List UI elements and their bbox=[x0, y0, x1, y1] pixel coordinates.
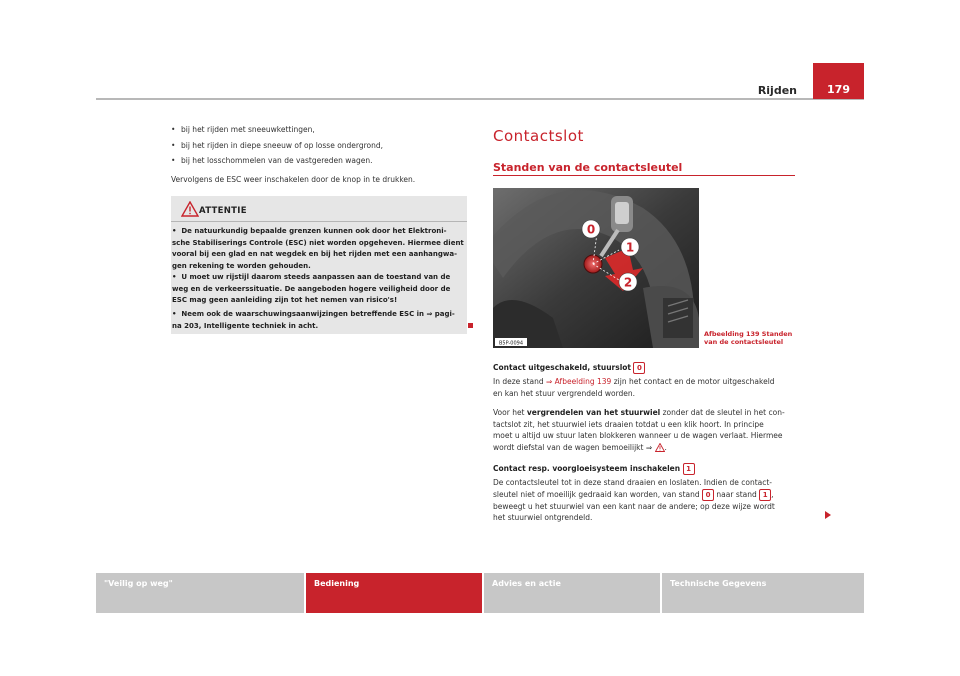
warning-paragraph-2: • U moet uw rijstijl daarom steeds aanpassen aan de toestand van de weg en de verkeerssituatie. De aangeboden hogere veiligheid door de ESC mag geen aanleiding zijn tot het nemen van risico's! bbox=[172, 273, 451, 304]
heading-contact-on: Contact resp. voorgloeisysteem inschakelen 1 bbox=[493, 463, 803, 475]
heading-contact-off: Contact uitgeschakeld, stuurslot 0 bbox=[493, 362, 803, 374]
figure-link[interactable]: ⇒ Afbeelding 139 bbox=[546, 377, 612, 386]
paragraph-steering-lock: Voor het vergrendelen van het stuurwiel zonder dat de sleutel in het con- tactslot zit, het stuurwiel iets draaien totdat u een klik hoort. In principe moet u altijd uw stuur laten blokkeren wanneer u de wagen verlaat. Hiermee wordt diefstal van de wagen bemoeilijkt ⇒ . bbox=[493, 408, 785, 452]
figure-caption: Afbeelding 139 Standen van de contactsleutel bbox=[704, 330, 793, 346]
position-2-label bbox=[619, 273, 637, 291]
continue-arrow-icon bbox=[824, 510, 832, 520]
svg-text:1: 1 bbox=[625, 240, 635, 255]
ignition-key-figure bbox=[493, 188, 699, 348]
position-1-badge: 1 bbox=[759, 489, 771, 501]
position-0-badge: 0 bbox=[702, 489, 714, 501]
svg-text:0: 0 bbox=[586, 222, 596, 237]
tab-veilig-op-weg[interactable]: "Veilig op weg" bbox=[96, 573, 304, 613]
section-title: Contactslot bbox=[493, 127, 584, 145]
warning-paragraph-1: • De natuurkundig bepaalde grenzen kunnen ook door het Elektroni- sche Stabiliserings Controle (ESC) niet worden opgeheven. Hiermee dient vooral bij een glad en nat wegdek en bij het rijden met een aanhangwa- gen rekening te worden gehouden. bbox=[172, 227, 464, 270]
warning-triangle-icon bbox=[181, 201, 199, 217]
warning-divider bbox=[171, 221, 467, 222]
position-1-label bbox=[621, 238, 639, 256]
subsection-rule bbox=[493, 175, 795, 176]
bullet-item: • bij het rijden met sneeuwkettingen, bbox=[171, 125, 315, 134]
position-0-badge: 0 bbox=[633, 362, 645, 374]
section-end-marker bbox=[468, 323, 473, 328]
header-rule bbox=[96, 98, 864, 100]
subsection-title: Standen van de contactsleutel bbox=[493, 161, 683, 174]
warning-title: ATTENTIE bbox=[199, 206, 247, 216]
figure-code: B5P-0094 bbox=[498, 340, 524, 347]
tab-bediening[interactable]: Bediening bbox=[306, 573, 482, 613]
position-1-badge: 1 bbox=[683, 463, 695, 475]
page-number: 179 bbox=[827, 83, 850, 96]
svg-text:2: 2 bbox=[623, 275, 633, 290]
paragraph-position-1: De contactsleutel tot in deze stand draaien en loslaten. Indien de contact- sleutel niet of moeilijk gedraaid kan worden, van stand 0 naar stand 1 , beweegt u het stuurwiel van een kant naar de andere; op deze wijze wordt het stuurwiel ontgrendeld. bbox=[493, 478, 775, 522]
warning-paragraph-3: • Neem ook de waarschuwingsaanwijzingen betreffende ESC in ⇒ pagi- na 203, Intelligente techniek in acht. bbox=[172, 310, 455, 330]
paragraph-position-0: In deze stand ⇒ Afbeelding 139 zijn het contact en de motor uitgeschakeld en kan het stuur vergrendeld worden. bbox=[493, 377, 775, 398]
bullet-item: • bij het rijden in diepe sneeuw of op losse ondergrond, bbox=[171, 141, 384, 150]
warning-reference-icon[interactable] bbox=[655, 443, 665, 452]
intro-paragraph: Vervolgens de ESC weer inschakelen door de knop in te drukken. bbox=[171, 175, 416, 184]
tab-advies-en-actie[interactable]: Advies en actie bbox=[484, 573, 660, 613]
chapter-title: Rijden bbox=[757, 84, 797, 97]
tab-technische-gegevens[interactable]: Technische Gegevens bbox=[662, 573, 864, 613]
position-0-label bbox=[582, 220, 600, 238]
bullet-item: • bij het losschommelen van de vastgereden wagen. bbox=[171, 156, 373, 165]
